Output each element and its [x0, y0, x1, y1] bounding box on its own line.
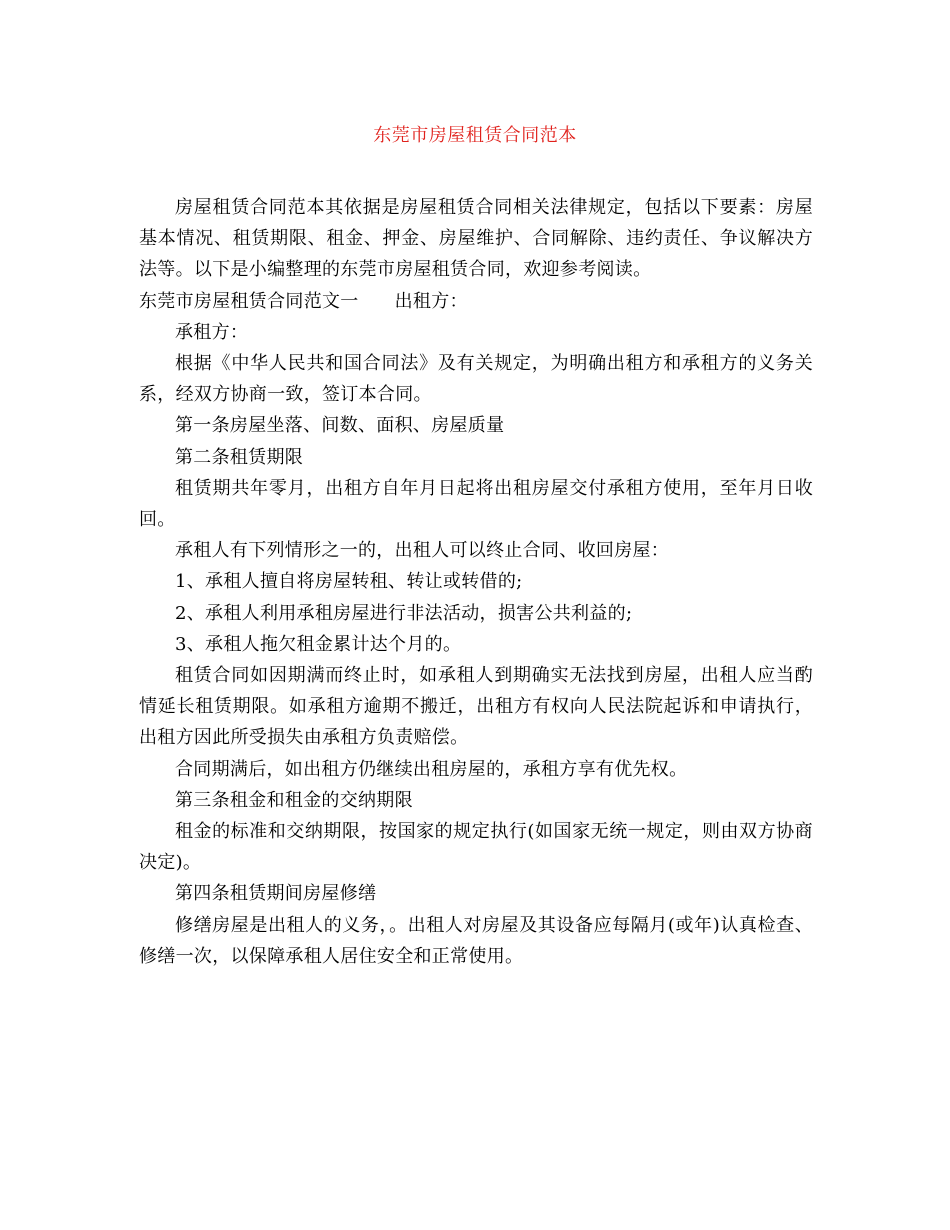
list-item: 2、承租人利用承租房屋进行非法活动，损害公共利益的;	[175, 602, 633, 624]
contract-paragraph: 租金的标准和交纳期限，按国家的规定执行(如国家无统一规定，则由双方协商决定)。	[139, 821, 813, 874]
contract-paragraph: 合同期满后，如出租方仍继续出租房屋的，承租方享有优先权。	[175, 758, 688, 780]
sample-heading-line	[139, 286, 813, 317]
article-heading: 第四条租赁期间房屋修缮	[175, 883, 377, 905]
lessor-label: 出租方：	[394, 290, 468, 312]
contract-paragraph: 租赁期共年零月，出租方自年月日起将出租房屋交付承租方使用，至年月日收回。	[139, 477, 813, 531]
list-item: 3、承租人拖欠租金累计达个月的。	[175, 633, 462, 655]
intro-paragraph: 房屋租赁合同范本其依据是房屋租赁合同相关法律规定，包括以下要素：房屋基本情况、租赁期限、租金、押金、房屋维护、合同解除、违约责任、争议解决方法等。以下是小编整理的东莞市房屋租赁合同，欢迎参考阅读。	[139, 197, 813, 281]
contract-paragraph: 租赁合同如因期满而终止时，如承租人到期确实无法找到房屋，出租人应当酌情延长租赁期限。如承租方逾期不搬迁，出租方有权向人民法院起诉和申请执行，出租方因此所受损失由承租方负责赔偿。	[139, 665, 813, 749]
article-heading: 第三条租金和租金的交纳期限	[175, 789, 413, 811]
contract-paragraph: 承租人有下列情形之一的，出租人可以终止合同、收回房屋：	[175, 540, 670, 562]
document-title: 东莞市房屋租赁合同范本	[373, 125, 577, 146]
article-heading: 第一条房屋坐落、间数、面积、房屋质量	[175, 415, 505, 437]
contract-paragraph: 修缮房屋是出租人的义务，。出租人对房屋及其设备应每隔月(或年)认真检查、修缮一次，以保障承租人居住安全和正常使用。	[139, 914, 813, 967]
lessee-label: 承租方：	[175, 321, 249, 343]
list-item: 1、承租人擅自将房屋转租、转让或转借的;	[175, 571, 523, 593]
sample-heading: 东莞市房屋租赁合同范文一	[139, 290, 359, 312]
contract-paragraph: 根据《中华人民共和国合同法》及有关规定，为明确出租方和承租方的义务关系，经双方协商一致，签订本合同。	[139, 353, 813, 406]
document-body	[139, 192, 813, 972]
article-heading: 第二条租赁期限	[175, 446, 304, 468]
